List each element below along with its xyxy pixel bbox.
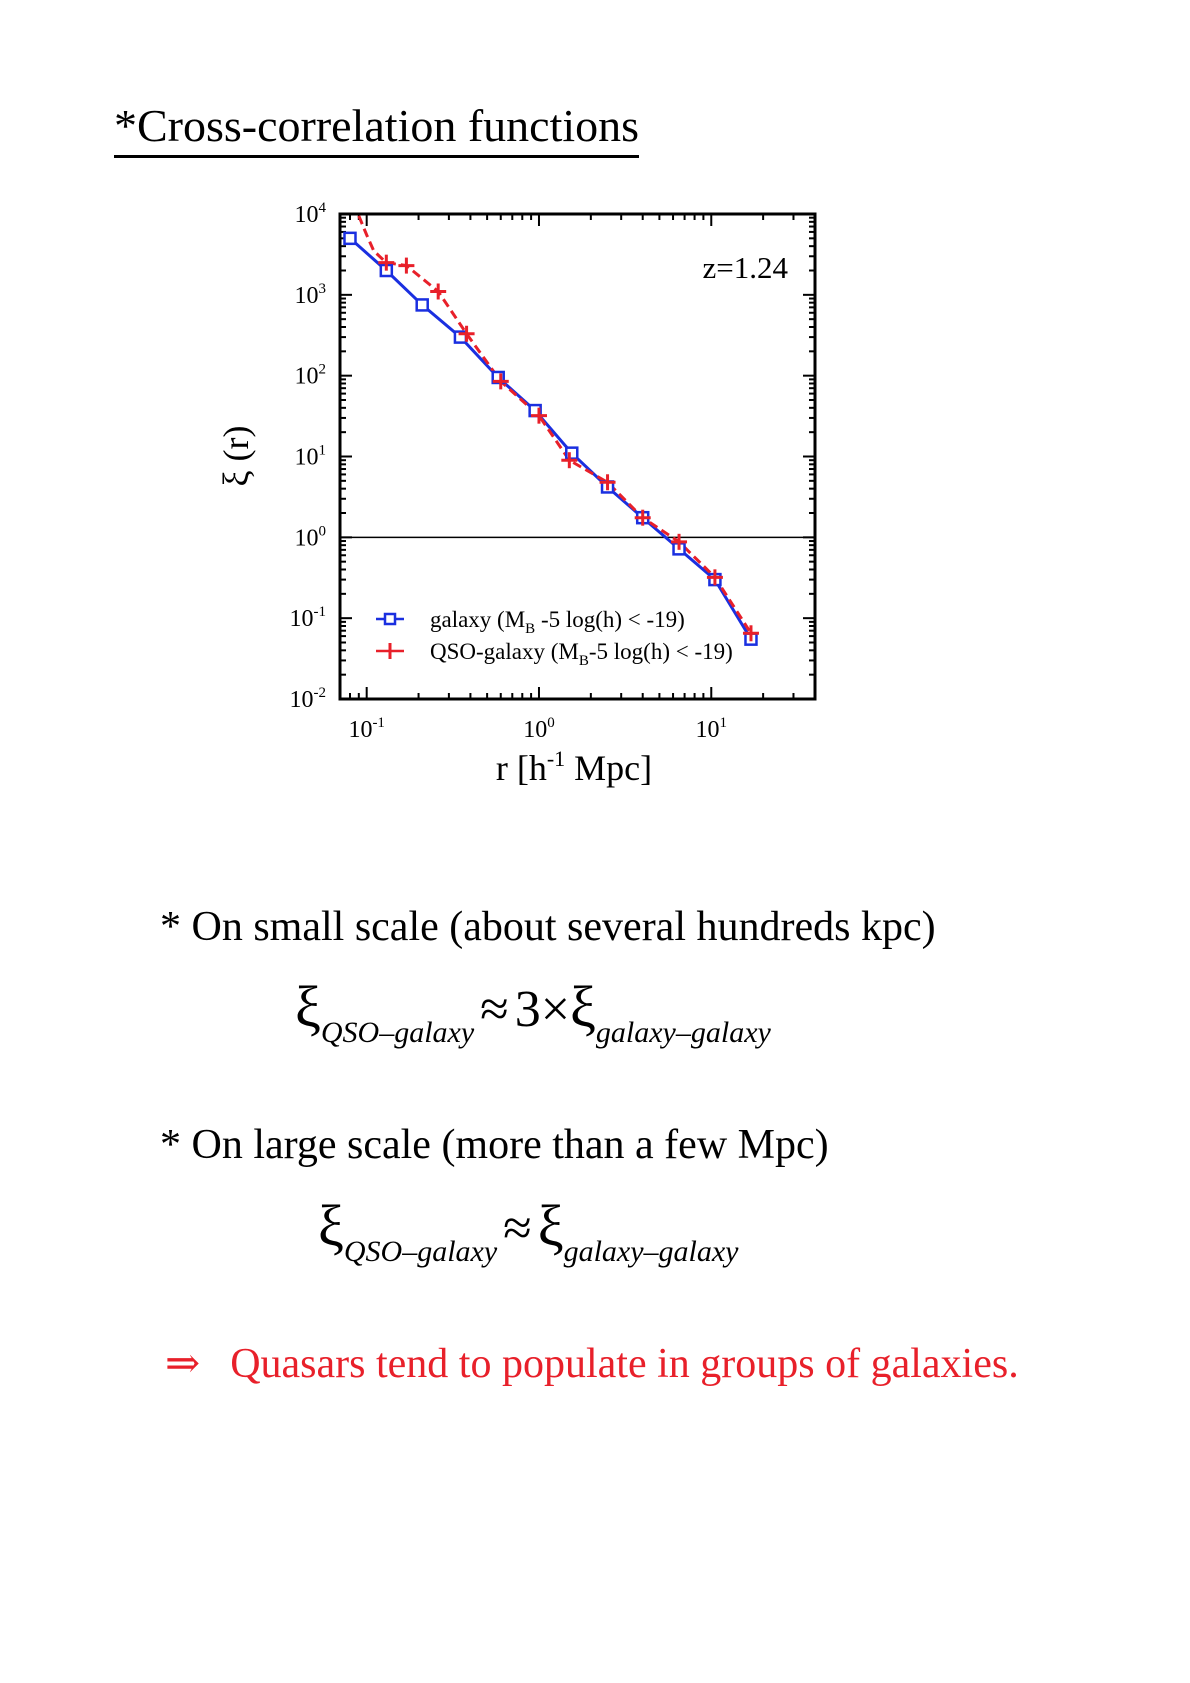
data-point-qso-galaxy	[398, 258, 414, 274]
y-tick-label	[295, 523, 327, 551]
formula2-rhs-symbol: ξ	[537, 1193, 564, 1258]
conclusion	[165, 1338, 1019, 1388]
x-axis-label-tail: Mpc]	[565, 748, 653, 788]
series-layer	[344, 216, 758, 645]
bullet-small-scale: * On small scale (about several hundreds kpc)	[160, 904, 936, 950]
legend-label-tail: -5 log(h) < -19)	[535, 607, 685, 632]
data-point-galaxy	[417, 299, 428, 310]
legend-label	[430, 639, 733, 669]
y-tick-label-exp: -2	[313, 685, 326, 701]
legend-label-tail: -5 log(h) < -19)	[588, 639, 733, 664]
y-tick-label-base: 10	[294, 202, 319, 228]
y-tick-label	[295, 281, 327, 309]
legend-label-main: QSO-galaxy (M	[430, 639, 579, 664]
implies-arrow-icon: ⇒	[165, 1341, 201, 1387]
y-tick-label-exp: 0	[318, 523, 326, 540]
legend-label-main: galaxy (M	[430, 607, 526, 632]
x-tick-label-base: 10	[348, 717, 373, 743]
y-axis-label: ξ (r)	[216, 425, 256, 487]
x-axis-label-main: r [h	[495, 748, 547, 788]
formula2-lhs-symbol: ξ	[318, 1193, 344, 1258]
legend	[376, 607, 733, 669]
y-tick-label-base: 10	[294, 525, 319, 552]
formula2-rhs-subscript: galaxy–galaxy	[563, 1235, 739, 1268]
formula1-operator: ≈	[480, 981, 509, 1038]
x-axis-label-sup: -1	[546, 746, 566, 771]
x-tick-label	[696, 715, 728, 743]
formula1-factor: 3×	[514, 981, 571, 1038]
y-tick-label-exp: 2	[318, 361, 326, 378]
y-tick-label-base: 10	[289, 687, 314, 713]
y-tick-label-exp: 3	[318, 280, 326, 297]
formula2-lhs-subscript: QSO–galaxy	[343, 1235, 498, 1268]
legend-label-sub: B	[525, 621, 536, 637]
formula1-lhs-subscript: QSO–galaxy	[320, 1016, 475, 1049]
y-tick-label	[295, 362, 327, 390]
y-tick-label	[295, 200, 327, 228]
y-tick-label	[290, 604, 327, 632]
series-line-galaxy	[350, 238, 751, 639]
formula1-rhs-subscript: galaxy–galaxy	[595, 1016, 771, 1049]
chart-annotation: z=1.24	[702, 250, 788, 285]
x-tick-label	[348, 715, 385, 743]
y-tick-label-base: 10	[294, 363, 319, 390]
legend-label-sub: B	[578, 653, 589, 669]
series-line-qso-galaxy	[359, 216, 751, 634]
y-tick-label-exp: 1	[318, 442, 326, 459]
x-tick-label-exp: 1	[719, 715, 728, 731]
cross-correlation-chart	[190, 200, 830, 820]
y-tick-label-exp: -1	[313, 604, 326, 621]
y-tick-label	[290, 685, 327, 713]
formula1-rhs-symbol: ξ	[570, 974, 596, 1039]
x-tick-label-exp: -1	[372, 715, 385, 731]
x-tick-label-exp: 0	[547, 715, 555, 731]
formula-large-scale	[318, 1193, 739, 1268]
formula-small-scale	[295, 974, 771, 1049]
formula1-lhs-symbol: ξ	[295, 974, 321, 1039]
legend-label	[430, 607, 685, 637]
x-tick-label	[523, 715, 555, 743]
legend-marker-square-icon	[385, 614, 395, 624]
y-tick-label-base: 10	[294, 444, 319, 471]
conclusion-text: Quasars tend to populate in groups of galaxies.	[230, 1341, 1019, 1387]
y-tick-label-base: 10	[289, 606, 314, 633]
bullet-large-scale: * On large scale (more than a few Mpc)	[160, 1122, 829, 1168]
x-axis-label	[496, 746, 652, 788]
y-tick-label	[295, 443, 327, 471]
page-title: *Cross-correlation functions	[114, 100, 639, 158]
data-point-galaxy	[344, 233, 355, 244]
data-point-qso-galaxy	[430, 283, 446, 299]
x-tick-label-base: 10	[523, 717, 548, 743]
y-tick-label-exp: 4	[318, 200, 326, 216]
x-tick-label-base: 10	[695, 717, 720, 743]
formula2-operator: ≈	[503, 1200, 532, 1257]
y-tick-label-base: 10	[294, 282, 319, 309]
